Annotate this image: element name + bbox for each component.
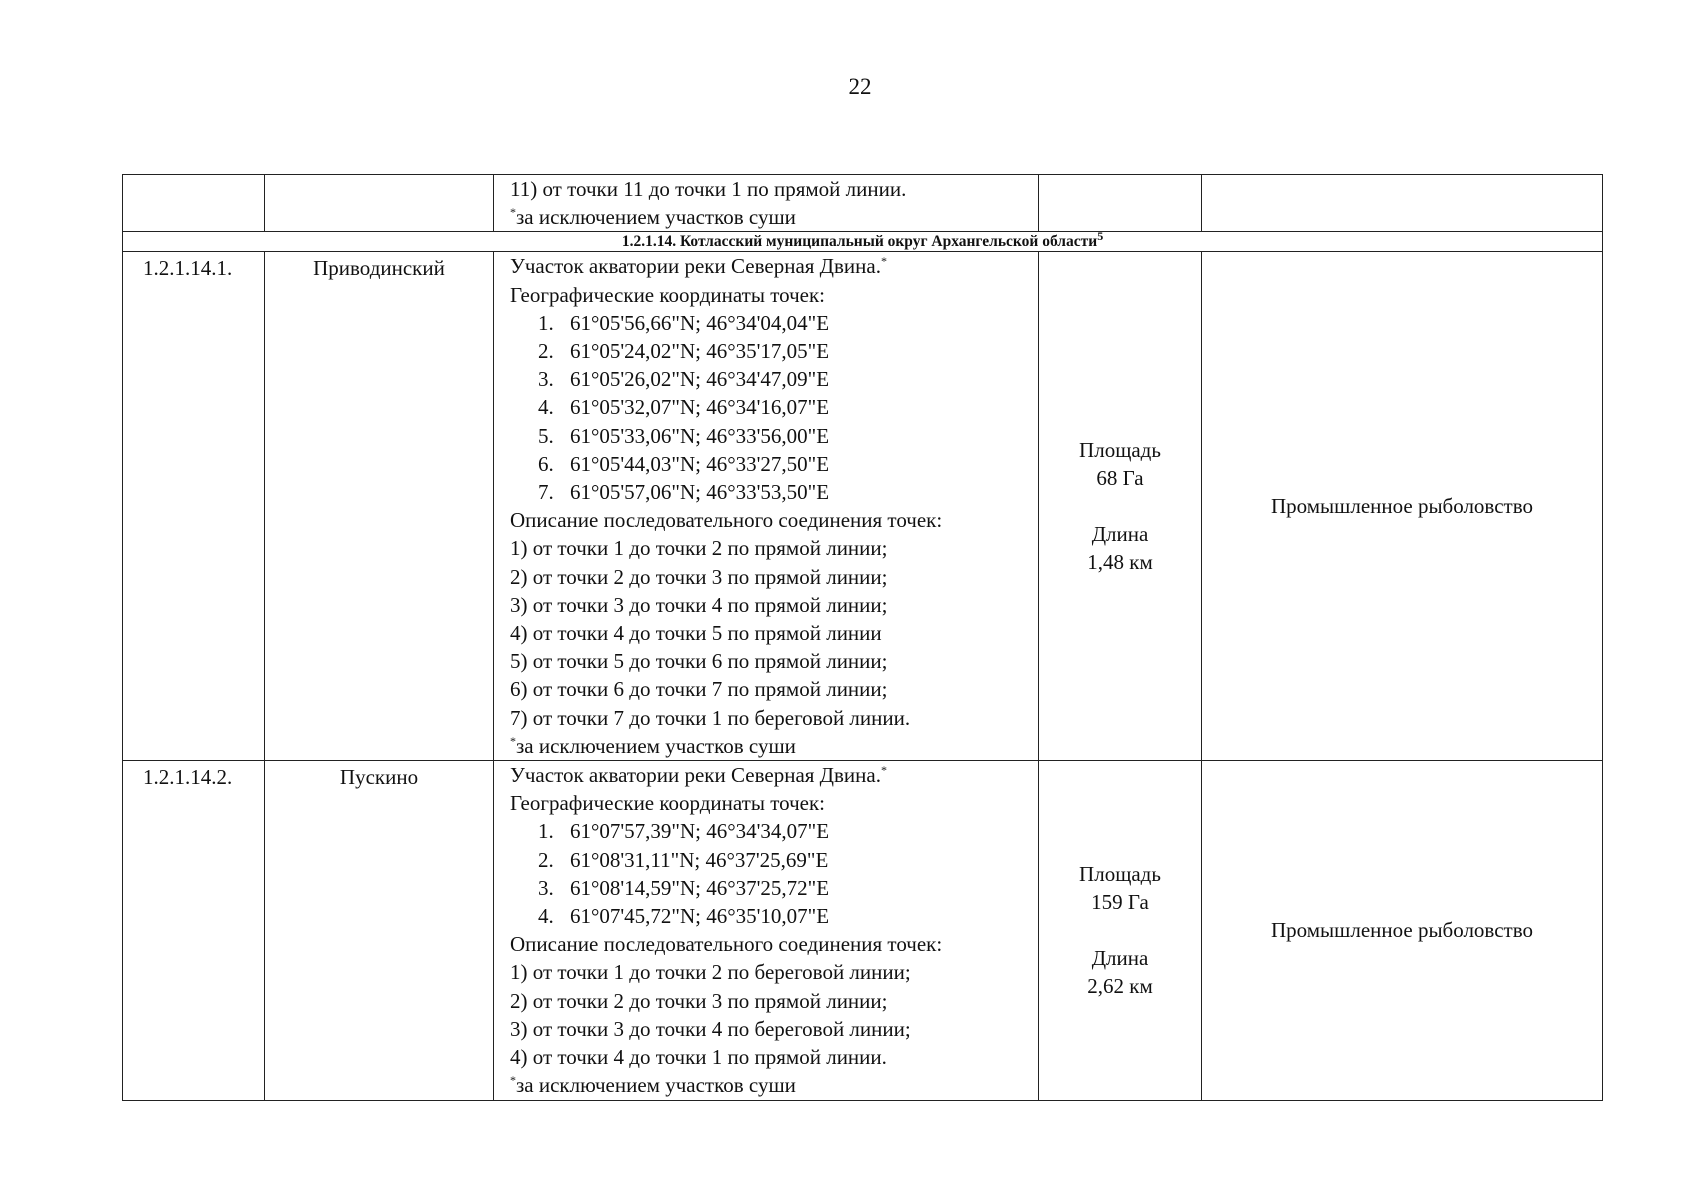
coordinate-item: 3. 61°08'14,59"N; 46°37'25,72"E	[538, 875, 830, 900]
length-label: Длина	[1091, 522, 1149, 547]
site-size	[1039, 761, 1202, 1100]
connection-line: 1) от точки 1 до точки 2 по береговой линии;	[510, 960, 911, 985]
area-label: Площадь	[1079, 437, 1161, 462]
connection-line: 4) от точки 4 до точки 1 по прямой линии.	[510, 1045, 887, 1070]
connection-line: 4) от точки 4 до точки 5 по прямой линии	[510, 621, 882, 646]
continued-size-cell	[1039, 175, 1202, 232]
coordinate-item: 5. 61°05'33,06"N; 46°33'56,00"E	[538, 423, 830, 448]
continued-use-cell	[1202, 175, 1603, 232]
connection-line: 1) от точки 1 до точки 2 по прямой линии;	[510, 536, 888, 561]
area-value: 68 Га	[1096, 466, 1144, 491]
connection-line: 7) от точки 7 до точки 1 по береговой линии.	[510, 705, 911, 730]
site-name: Приводинский	[265, 252, 494, 761]
connection-line: 3) от точки 3 до точки 4 по береговой линии;	[510, 1016, 911, 1041]
continued-row	[123, 175, 1603, 232]
continued-name-cell	[265, 175, 494, 232]
fishing-sites-table	[122, 174, 1603, 1101]
coords-title: Географические координаты точек:	[510, 791, 825, 816]
site-use: Промышленное рыболовство	[1202, 252, 1603, 761]
connection-line: 5) от точки 5 до точки 6 по прямой линии;	[510, 649, 888, 674]
site-size	[1039, 252, 1202, 761]
coordinate-item: 1. 61°07'57,39"N; 46°34'34,07"E	[538, 819, 830, 844]
area-label: Площадь	[1079, 861, 1161, 886]
coords-title: Географические координаты точек:	[510, 282, 825, 307]
length-value: 2,62 км	[1087, 974, 1153, 999]
connection-line: 3) от точки 3 до точки 4 по прямой линии;	[510, 592, 888, 617]
footnote-line: *за исключением участков суши	[510, 1073, 796, 1098]
coordinate-item: 4. 61°05'32,07"N; 46°34'16,07"E	[538, 395, 830, 420]
coordinate-item: 1. 61°05'56,66"N; 46°34'04,04"E	[538, 310, 830, 335]
table-row	[123, 761, 1603, 1100]
site-name: Пускино	[265, 761, 494, 1100]
connection-line: 2) от точки 2 до точки 3 по прямой линии;	[510, 988, 888, 1013]
page-number: 22	[848, 74, 872, 99]
connection-line: 2) от точки 2 до точки 3 по прямой линии;	[510, 564, 888, 589]
coordinate-item: 6. 61°05'44,03"N; 46°33'27,50"E	[538, 451, 830, 476]
site-description	[494, 252, 1039, 761]
coordinate-item: 4. 61°07'45,72"N; 46°35'10,07"E	[538, 904, 830, 929]
site-description	[494, 761, 1039, 1100]
site-number: 1.2.1.14.1.	[123, 252, 265, 761]
connections-title: Описание последовательного соединения точек:	[510, 508, 943, 533]
connection-line: 6) от точки 6 до точки 7 по прямой линии;	[510, 677, 888, 702]
section-title: 1.2.1.14. Котласский муниципальный округ Архангельской области$^5$	[123, 232, 1603, 252]
site-number: 1.2.1.14.2.	[123, 761, 265, 1100]
continued-description-cell	[494, 175, 1039, 232]
length-label: Длина	[1091, 946, 1149, 971]
coordinate-item: 7. 61°05'57,06"N; 46°33'53,50"E	[538, 480, 830, 505]
area-value: 159 Га	[1091, 890, 1149, 915]
coordinate-item: 3. 61°05'26,02"N; 46°34'47,09"E	[538, 367, 830, 392]
connections-title: Описание последовательного соединения точек:	[510, 932, 943, 957]
coordinate-item: 2. 61°08'31,11"N; 46°37'25,69"E	[538, 847, 829, 872]
continued-number-cell	[123, 175, 265, 232]
site-intro: Участок акватории реки Северная Двина.*	[510, 763, 887, 788]
length-value: 1,48 км	[1087, 550, 1153, 575]
coordinate-item: 2. 61°05'24,02"N; 46°35'17,05"E	[538, 339, 830, 364]
connection-line: 11) от точки 11 до точки 1 по прямой линии.	[510, 177, 907, 201]
table-row	[123, 252, 1603, 761]
site-use: Промышленное рыболовство	[1202, 761, 1603, 1100]
site-intro: Участок акватории реки Северная Двина.*	[510, 254, 887, 279]
footnote-line: *за исключением участков суши	[510, 205, 796, 230]
section-heading-row	[123, 232, 1603, 252]
footnote-line: *за исключением участков суши	[510, 733, 796, 758]
